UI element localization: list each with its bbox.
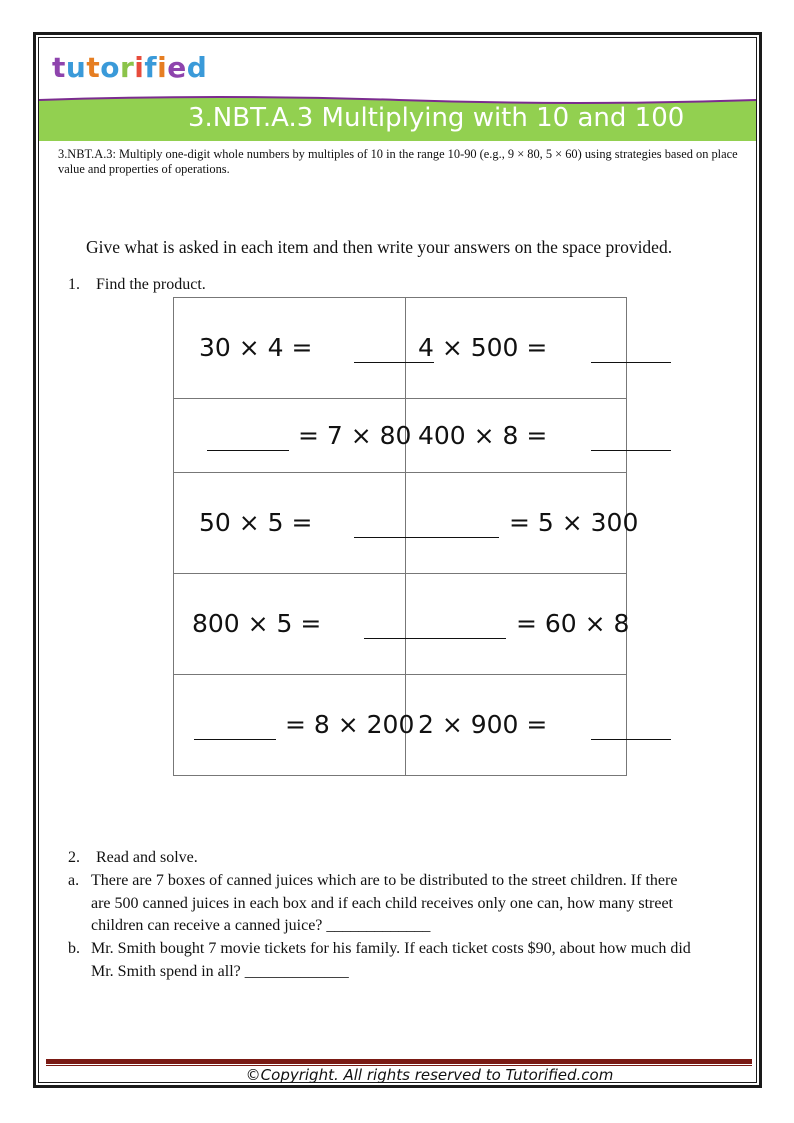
equation: 30 × 4 =: [199, 333, 313, 362]
grid-cell: [406, 675, 627, 776]
text-line: There are 7 boxes of canned juices which are to be distributed to the street children. If there: [91, 872, 678, 889]
equation: = 60 × 8: [516, 609, 630, 638]
question-number: 2.: [68, 849, 80, 866]
item-text: [91, 870, 741, 938]
answer-blank[interactable]: [591, 362, 671, 363]
answer-blank[interactable]: [591, 739, 671, 740]
answer-blank[interactable]: [591, 450, 671, 451]
equation: = 7 × 80: [298, 421, 412, 450]
question-2: [68, 848, 198, 868]
grid-cell: [174, 473, 406, 574]
grid-cell: [174, 298, 406, 399]
equation: = 5 × 300: [509, 508, 639, 537]
question-text: Find the product.: [96, 276, 206, 293]
footer-rule: [46, 1059, 752, 1064]
equation: 400 × 8 =: [418, 421, 548, 450]
logo-letter: e: [167, 51, 187, 84]
grid-cell: [174, 675, 415, 776]
instructions: Give what is asked in each item and then write your answers on the space provided.: [86, 237, 673, 257]
copyright-text: ©Copyright. All rights reserved to Tutorified.com: [245, 1066, 614, 1084]
grid-cell: [406, 298, 627, 399]
standard-description: 3.NBT.A.3: Multiply one-digit whole numbers by multiples of 10 in the range 10-90 (e.g., 9 × 80, 5 × 60) using strategies based on place value and properties of operations.: [58, 147, 738, 176]
logo-letter: i: [157, 51, 168, 84]
answer-blank[interactable]: [207, 450, 289, 451]
page-title: 3.NBT.A.3 Multiplying with 10 and 100: [188, 103, 685, 133]
answer-blank[interactable]: [194, 739, 276, 740]
grid-cell: [406, 399, 627, 473]
question-1: [68, 275, 206, 295]
logo-letter: r: [119, 51, 135, 84]
grid-cell: [174, 399, 412, 473]
text-line: are 500 canned juices in each box and if each child receives only one can, how many street: [91, 894, 673, 912]
copyright-notice: [0, 1065, 794, 1085]
item-label: a.: [68, 872, 80, 889]
grid-cell: [174, 574, 406, 675]
logo-letter: t: [52, 51, 66, 84]
text-line: children can receive a canned juice? _____________: [91, 917, 431, 935]
logo-letter: d: [186, 51, 208, 84]
tutorified-logo: [52, 52, 207, 84]
logo-letter: i: [134, 51, 145, 84]
grid-cell: [406, 473, 639, 574]
multiplication-grid: [173, 297, 639, 776]
question-text: Read and solve.: [96, 849, 198, 866]
logo-letter: t: [86, 51, 101, 84]
logo-letter: u: [65, 51, 87, 84]
question-number: 1.: [68, 276, 80, 293]
equation: 2 × 900 =: [418, 710, 548, 739]
logo-letter: f: [144, 51, 158, 84]
text-line: Mr. Smith bought 7 movie tickets for his family. If each ticket costs $90, about how much did: [91, 940, 691, 957]
equation: 4 × 500 =: [418, 333, 548, 362]
equation: = 8 × 200: [285, 710, 415, 739]
equation: 50 × 5 =: [199, 508, 313, 537]
equation: 800 × 5 =: [192, 609, 322, 638]
item-text: [91, 938, 741, 983]
grid-cell: [406, 574, 630, 675]
text-line: Mr. Smith spend in all? _____________: [91, 962, 349, 980]
logo-letter: o: [100, 51, 120, 84]
item-label: b.: [68, 940, 80, 957]
